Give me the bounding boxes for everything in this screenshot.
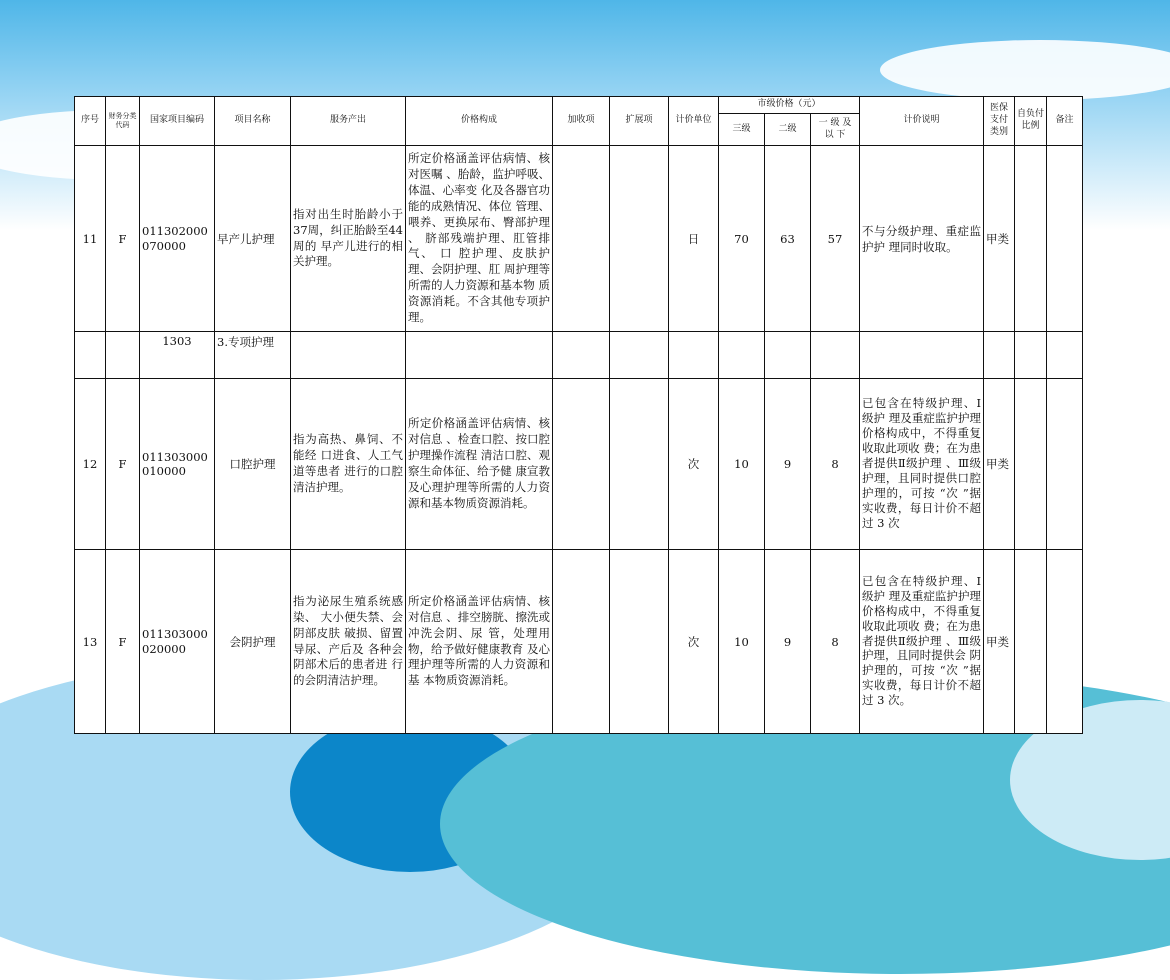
row-remarks (1047, 379, 1083, 550)
table-row (75, 379, 1083, 550)
row-item-name: 口腔护理 (215, 379, 291, 550)
row-item-name: 会阴护理 (215, 550, 291, 734)
row-pricing-note: 不与分级护理、重症监护护 理同时收取。 (860, 146, 984, 332)
header-remarks: 备注 (1047, 97, 1083, 146)
row-finance-code: F (106, 550, 140, 734)
header-level2: 二级 (765, 114, 811, 146)
header-service-output: 服务产出 (291, 97, 406, 146)
header-pricing-note: 计价说明 (860, 97, 984, 146)
header-level1: 一 级 及 以 下 (811, 114, 860, 146)
header-price-composition: 价格构成 (406, 97, 553, 146)
table-row (75, 550, 1083, 734)
row-extension (610, 146, 669, 332)
row-level1-price: 57 (811, 146, 860, 332)
row-level2-price: 63 (765, 146, 811, 332)
row-pricing-note: 已包含在特级护理、Ⅰ级护 理及重症监护护理价格构成中，不得重复收取此项收 费；在为患者提供Ⅱ级护理 、Ⅲ级护理，且同时提供会 阴护理的，可按 “次 ”据实收费，每日计价不超过 3 次。 (860, 550, 984, 734)
header-unit: 计价单位 (669, 97, 719, 146)
header-insurance-type: 医保支付类别 (984, 97, 1015, 146)
row-national-code: 011302000070000 (140, 146, 215, 332)
row-extra-charge (553, 379, 610, 550)
header-item-name: 项目名称 (215, 97, 291, 146)
section-row (75, 332, 1083, 379)
row-extra-charge (553, 146, 610, 332)
row-pricing-note: 已包含在特级护理、Ⅰ级护 理及重症监护护理价格构成中，不得重复收取此项收 费；在为患者提供Ⅱ级护理 、Ⅲ级护理，且同时提供口腔 护理的，可按 “次 ”据实收费，每日计价不超过 3 次 (860, 379, 984, 550)
row-insurance-type: 甲类 (984, 379, 1015, 550)
header-national-code: 国家项目编码 (140, 97, 215, 146)
row-remarks (1047, 146, 1083, 332)
row-price-composition: 所定价格涵盖评估病情、核对信息 、排空膀胱、擦洗或冲洗会阴、尿 管，处理用物，给予做好健康教育 及心理护理等所需的人力资源和基 本物质资源消耗。 (406, 550, 553, 734)
row-price-composition: 所定价格涵盖评估病情、核对医嘱 、胎龄，监护呼吸、体温、心率变 化及各器官功能的成熟情况、体位 管理、喂养、更换尿布、臀部护理 、 脐部残端护理、肛管排气、 口 腔护理、皮肤护理、会阴护理、肛 周护理等所需的人力资源和基本物 质资源消耗。不含其他专项护理。 (406, 146, 553, 332)
row-national-code: 011303000010000 (140, 379, 215, 550)
row-self-pay-ratio (1015, 550, 1047, 734)
row-service-output: 指对出生时胎龄小于37周，纠正胎龄至44周的 早产儿进行的相关护理。 (291, 146, 406, 332)
header-seq: 序号 (75, 97, 106, 146)
row-level1-price: 8 (811, 379, 860, 550)
row-level1-price: 8 (811, 550, 860, 734)
header-extension: 扩展项 (610, 97, 669, 146)
row-service-output: 指为泌尿生殖系统感染、 大小便失禁、会阴部皮肤 破损、留置导尿、产后及 各种会阴部术后的患者进 行的会阴清洁护理。 (291, 550, 406, 734)
header-self-pay-ratio: 自负付比例 (1015, 97, 1047, 146)
row-self-pay-ratio (1015, 146, 1047, 332)
section-code: 1303 (140, 332, 215, 379)
header-finance-code: 财务分类代码 (106, 97, 140, 146)
row-service-output: 指为高热、鼻饲、不能经 口进食、人工气道等患者 进行的口腔清洁护理。 (291, 379, 406, 550)
row-self-pay-ratio (1015, 379, 1047, 550)
row-level3-price: 70 (719, 146, 765, 332)
section-title: 3.专项护理 (215, 332, 291, 379)
row-level3-price: 10 (719, 550, 765, 734)
row-national-code: 011303000020000 (140, 550, 215, 734)
row-finance-code: F (106, 379, 140, 550)
row-finance-code: F (106, 146, 140, 332)
header-city-price: 市级价格（元） (719, 97, 860, 114)
price-table (74, 96, 1083, 734)
row-item-name: 早产儿护理 (215, 146, 291, 332)
row-price-composition: 所定价格涵盖评估病情、核对信息 、检查口腔、按口腔护理操作流程 清洁口腔、观察生命体征、给予健 康宣教及心理护理等所需的人力资 源和基本物质资源消耗。 (406, 379, 553, 550)
row-insurance-type: 甲类 (984, 550, 1015, 734)
header-extra-charge: 加收项 (553, 97, 610, 146)
row-remarks (1047, 550, 1083, 734)
row-level2-price: 9 (765, 379, 811, 550)
row-extra-charge (553, 550, 610, 734)
row-insurance-type: 甲类 (984, 146, 1015, 332)
row-seq: 13 (75, 550, 106, 734)
row-unit: 日 (669, 146, 719, 332)
table-row (75, 146, 1083, 332)
header-level3: 三级 (719, 114, 765, 146)
row-level2-price: 9 (765, 550, 811, 734)
row-seq: 11 (75, 146, 106, 332)
row-unit: 次 (669, 379, 719, 550)
row-extension (610, 379, 669, 550)
row-extension (610, 550, 669, 734)
row-seq: 12 (75, 379, 106, 550)
row-level3-price: 10 (719, 379, 765, 550)
row-unit: 次 (669, 550, 719, 734)
